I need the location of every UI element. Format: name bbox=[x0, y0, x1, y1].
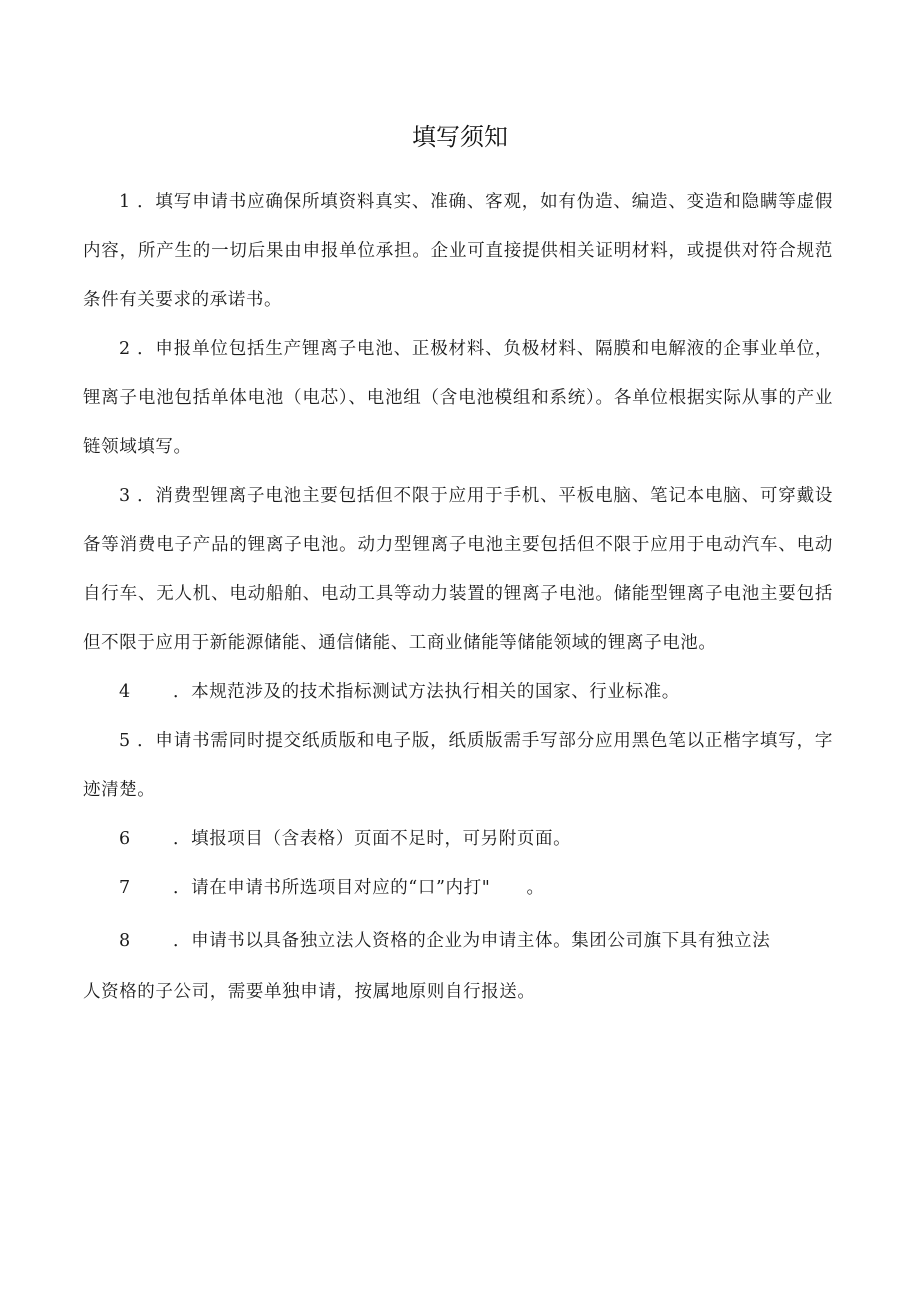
item-text-continued: 人资格的子公司，需要单独申请，按属地原则自行报送。 bbox=[83, 982, 536, 1002]
item-text: ．请在申请书所选项目对应的“口”内打" 。 bbox=[173, 878, 545, 898]
list-item bbox=[83, 325, 833, 472]
list-item bbox=[83, 717, 833, 815]
item-number: 5 bbox=[119, 731, 131, 751]
item-text: ．申请书以具备独立法人资格的企业为申请主体。集团公司旗下具有独立法 bbox=[173, 931, 771, 951]
list-item bbox=[83, 864, 833, 913]
item-text: ．填写申请书应确保所填资料真实、准确、客观，如有伪造、编造、变造和隐瞒等虚假内容，所产生的一切后果由申报单位承担。企业可直接提供相关证明材料，或提供对符合规范条件有关要求的承诺书。 bbox=[83, 192, 833, 310]
item-text: ．申报单位包括生产锂离子电池、正极材料、负极材料、隔膜和电解液的企事业单位，锂离子电池包括单体电池（电芯）、电池组（含电池模组和系统）。各单位根据实际从事的产业链领域填写。 bbox=[83, 339, 833, 457]
item-number: 4 bbox=[119, 682, 131, 702]
list-item bbox=[83, 472, 833, 668]
item-number: 8 bbox=[119, 931, 131, 951]
item-number: 3 bbox=[119, 486, 131, 506]
page-title: 填写须知 bbox=[412, 123, 508, 151]
list-item bbox=[83, 668, 833, 717]
item-text: ．申请书需同时提交纸质版和电子版，纸质版需手写部分应用黑色笔以正楷字填写，字迹清楚。 bbox=[83, 731, 833, 800]
item-text: ．填报项目（含表格）页面不足时，可另附页面。 bbox=[173, 829, 572, 849]
item-number: 2 bbox=[119, 339, 131, 359]
item-number: 1 bbox=[119, 192, 131, 212]
list-item bbox=[83, 178, 833, 325]
item-number: 6 bbox=[119, 829, 131, 849]
list-item bbox=[83, 913, 833, 1021]
list-item bbox=[83, 815, 833, 864]
item-number: 7 bbox=[119, 878, 131, 898]
item-text: ．本规范涉及的技术指标测试方法执行相关的国家、行业标准。 bbox=[173, 682, 680, 702]
instructions-list bbox=[83, 178, 833, 1021]
item-text: ．消费型锂离子电池主要包括但不限于应用于手机、平板电脑、笔记本电脑、可穿戴设备等消费电子产品的锂离子电池。动力型锂离子电池主要包括但不限于应用于电动汽车、电动自行车、无人机、电动船舶、电动工具等动力装置的锂离子电池。储能型锂离子电池主要包括但不限于应用于新能源储能、通信储能、工商业储能等储能领域的锂离子电池。 bbox=[83, 486, 833, 653]
